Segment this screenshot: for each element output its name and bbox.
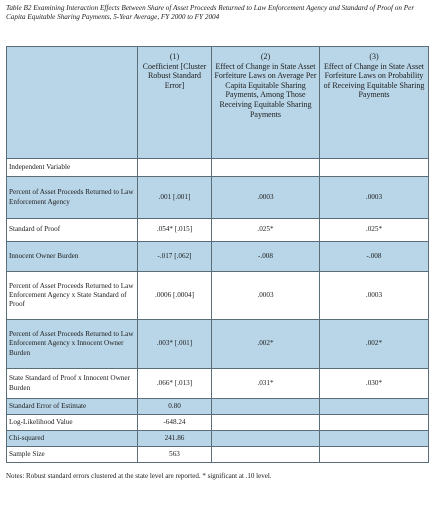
col-header-1 [138,47,212,159]
table-row [7,447,429,463]
table-row [7,431,429,447]
row-label: Percent of Asset Proceeds Returned to Law Enforcement Agency x Innocent Owner Burden [7,320,138,369]
cell-col2: .025* [212,219,320,242]
header-row [7,47,429,159]
cell-col3 [320,415,429,431]
cell-col2: .0003 [212,272,320,320]
table-note: Notes: Robust standard errors clustered at the state level are reported. * significant at .10 level. [6,472,272,480]
cell-col2 [212,159,320,177]
table-row [7,177,429,219]
cell-col1: -648.24 [138,415,212,431]
cell-col1: .003* [.001] [138,320,212,369]
cell-col3 [320,431,429,447]
cell-col1: .066* [.013] [138,369,212,399]
col-title: Coefficient [Cluster Robust Standard Error] [142,61,207,90]
cell-col1: .001 [.001] [138,177,212,219]
cell-col3: -.008 [320,242,429,272]
cell-col1: 563 [138,447,212,463]
col-header-2 [212,47,320,159]
cell-col2: .0003 [212,177,320,219]
cell-col3 [320,159,429,177]
cell-col1: .054* [.015] [138,219,212,242]
cell-col3: .0003 [320,272,429,320]
row-label: Log-Likelihood Value [7,415,138,431]
cell-col1: 241.86 [138,431,212,447]
col-title: Effect of Change in State Asset Forfeiture Laws on Probability of Receiving Equitable Sharing Payments [323,61,425,100]
table-row [7,320,429,369]
row-label: Percent of Asset Proceeds Returned to Law Enforcement Agency x State Standard of Proof [7,272,138,320]
table-caption: Table B2 Examining Interaction Effects Between Share of Asset Proceeds Returned to Law Enforcement Agency and Standard of Proof on Per Capita Equitable Sharing Payments, 5-Year Average, FY 2000 to FY 2004 [6,4,415,22]
cell-col2 [212,447,320,463]
row-label: Standard of Proof [7,219,138,242]
row-label: State Standard of Proof x Innocent Owner Burden [7,369,138,399]
row-label: Independent Variable [7,159,138,177]
header-blank-cell [7,47,138,159]
row-label: Sample Size [7,447,138,463]
table-row [7,272,429,320]
col-header-3 [320,47,429,159]
row-label: Standard Error of Estimate [7,399,138,415]
cell-col1: -.017 [.062] [138,242,212,272]
cell-col3: .002* [320,320,429,369]
cell-col2: .002* [212,320,320,369]
cell-col1 [138,159,212,177]
row-label: Percent of Asset Proceeds Returned to Law Enforcement Agency [7,177,138,219]
row-label: Innocent Owner Burden [7,242,138,272]
cell-col2: .031* [212,369,320,399]
cell-col2: -.008 [212,242,320,272]
cell-col3: .030* [320,369,429,399]
col-title: Effect of Change in State Asset Forfeiture Laws on Average Per Capita Equitable Sharing Payments, Among Those Receiving Equitable Sharing Payments [214,61,317,119]
cell-col3 [320,447,429,463]
col-number: (1) [169,52,180,61]
table-row [7,219,429,242]
table-row [7,399,429,415]
row-label: Chi-squared [7,431,138,447]
cell-col1: .0006 [.0004] [138,272,212,320]
cell-col2 [212,399,320,415]
cell-col1: 0.80 [138,399,212,415]
cell-col2 [212,415,320,431]
regression-table [6,46,429,463]
col-number: (3) [369,52,379,61]
table-row [7,242,429,272]
cell-col3 [320,399,429,415]
col-number: (2) [260,52,271,61]
cell-col3: .025* [320,219,429,242]
cell-col3: .0003 [320,177,429,219]
table-row [7,415,429,431]
table-row [7,369,429,399]
table-row [7,159,429,177]
cell-col2 [212,431,320,447]
